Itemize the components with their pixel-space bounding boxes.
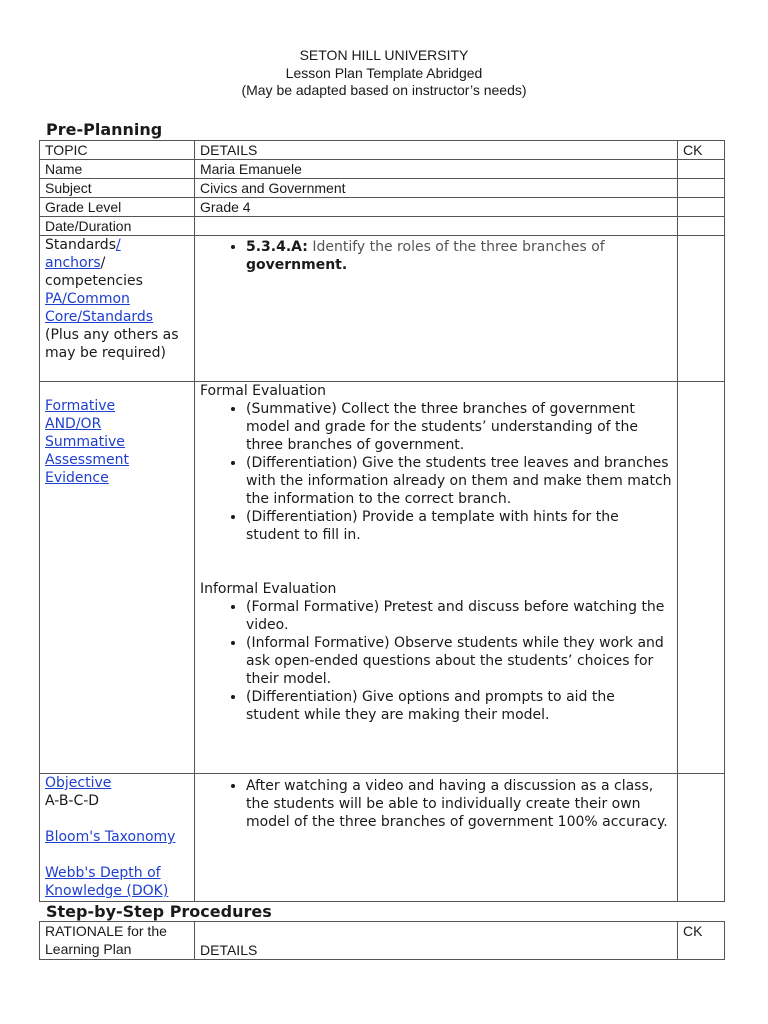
ck-cell — [678, 179, 725, 198]
name-label: Name — [40, 160, 195, 179]
date-label: Date/Duration — [40, 217, 195, 236]
standards-list — [200, 238, 672, 274]
standard-code: 5.3.4.A: — [246, 239, 308, 255]
list-item: • (Formal Formative) Pretest and discuss before watching the video. — [246, 598, 672, 634]
informal-evaluation-label: Informal Evaluation — [200, 581, 337, 597]
competencies-text: competencies — [45, 273, 143, 289]
university-name: SETON HILL UNIVERSITY — [299, 47, 469, 63]
formal-evaluation-list — [200, 400, 672, 544]
procedures-header-row — [40, 922, 725, 960]
pre-planning-table — [39, 140, 725, 902]
objective-details — [195, 774, 678, 902]
slash-text: / — [100, 255, 106, 271]
procedures-details-header — [195, 922, 678, 960]
standard-bold-text: government. — [246, 257, 348, 273]
pre-planning-title: Pre-Planning — [46, 120, 163, 139]
standards-text: Standards — [45, 237, 116, 253]
and-or-link[interactable]: AND/OR — [45, 416, 102, 432]
template-title: Lesson Plan Template Abridged — [285, 64, 483, 81]
ck-cell — [678, 198, 725, 217]
webbs-knowledge-link[interactable]: Knowledge (DOK) — [45, 883, 169, 899]
date-value — [195, 217, 678, 236]
table-row — [40, 160, 725, 179]
procedures-title: Step-by-Step Procedures — [46, 902, 272, 921]
list-item: • (Summative) Collect the three branches of government model and grade for the students’ understanding of the three branches of government. — [246, 400, 672, 454]
grade-label: Grade Level — [40, 198, 195, 217]
ck-cell — [678, 160, 725, 179]
subject-value: Civics and Government — [195, 179, 678, 198]
webbs-depth-link[interactable]: Webb's Depth of — [45, 865, 161, 881]
objective-row — [40, 774, 725, 902]
table-row — [40, 198, 725, 217]
standards-label — [40, 236, 195, 382]
informal-evaluation-list — [200, 598, 672, 724]
table-row — [40, 179, 725, 198]
summative-link[interactable]: Summative — [45, 434, 125, 450]
procedures-details-label: DETAILS — [200, 942, 258, 958]
standard-text: Identify the roles of the three branches of — [307, 239, 605, 255]
list-item: • (Differentiation) Give the students tree leaves and branches with the information already on them and make them match the information to the correct branch. — [246, 454, 672, 508]
grade-value: Grade 4 — [195, 198, 678, 217]
template-note: (May be adapted based on instructor’s needs) — [241, 82, 527, 98]
evidence-link[interactable]: Evidence — [45, 470, 109, 486]
formative-link[interactable]: Formative — [45, 398, 116, 414]
standards-details — [195, 236, 678, 382]
objective-label — [40, 774, 195, 902]
objective-link[interactable]: Objective — [45, 775, 112, 791]
standards-link[interactable]: / — [115, 237, 121, 253]
list-item: • (Informal Formative) Observe students while they work and ask open-ended questions about the students’ choices for their model. — [246, 634, 672, 688]
procedures-table — [39, 921, 725, 960]
name-value: Maria Emanuele — [195, 160, 678, 179]
anchors-link[interactable]: anchors — [45, 255, 101, 271]
document-header — [0, 47, 768, 100]
topic-header: TOPIC — [40, 141, 195, 160]
formal-evaluation-label: Formal Evaluation — [200, 383, 327, 399]
assessment-label — [40, 382, 195, 774]
objective-list — [200, 777, 672, 831]
rationale-header: RATIONALE for the Learning Plan — [40, 922, 195, 960]
assessment-link[interactable]: Assessment — [45, 452, 129, 468]
pa-common-link[interactable]: PA/Common — [45, 291, 130, 307]
abcd-text: A-B-C-D — [45, 793, 100, 809]
blooms-taxonomy-link[interactable]: Bloom's Taxonomy — [45, 829, 176, 845]
list-item: • (Differentiation) Provide a template with hints for the student to fill in. — [246, 508, 672, 544]
subject-label: Subject — [40, 179, 195, 198]
ck-cell — [678, 774, 725, 902]
list-item: • After watching a video and having a discussion as a class, the students will be able to individually create their own model of the three branches of government 100% accuracy. — [246, 777, 672, 831]
ck-cell — [678, 382, 725, 774]
standards-row — [40, 236, 725, 382]
ck-cell — [678, 236, 725, 382]
table-row — [40, 217, 725, 236]
ck-header: CK — [678, 141, 725, 160]
details-header: DETAILS — [195, 141, 678, 160]
assessment-row — [40, 382, 725, 774]
list-item — [246, 238, 672, 274]
list-item: • (Differentiation) Give options and prompts to aid the student while they are making their model. — [246, 688, 672, 724]
plus-others-text: (Plus any others as may be required) — [45, 327, 179, 361]
procedures-ck-header: CK — [678, 922, 725, 960]
assessment-details — [195, 382, 678, 774]
core-standards-link[interactable]: Core/Standards — [45, 309, 154, 325]
ck-cell — [678, 217, 725, 236]
table-header-row — [40, 141, 725, 160]
